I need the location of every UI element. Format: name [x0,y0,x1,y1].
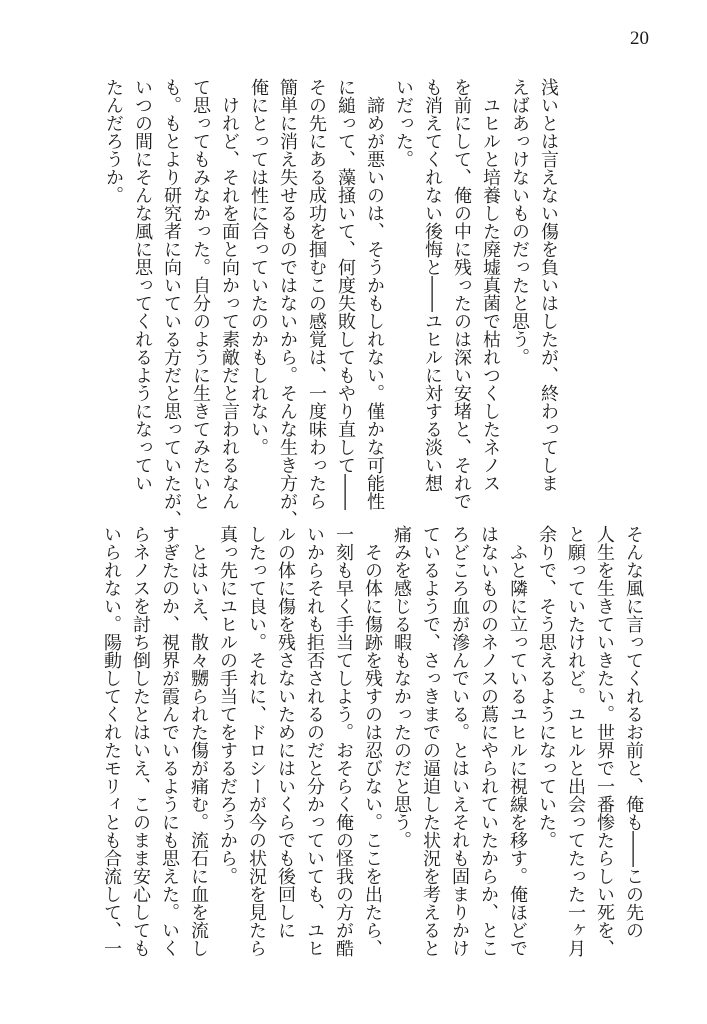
text-line: いつの間にそんな風に思ってくれるようになってい [132,78,153,492]
text-line: ろどころ血が滲んでいる。とはいえそれも固まりかけ [449,525,470,957]
text-line: て思ってもみなかった。自分のように生きてみたいと [190,78,211,510]
text-line: も消えてくれない後悔と――ユヒルに対する淡い想 [422,78,443,492]
text-line: 諦めが悪いのは、そうかもしれない。僅かな可能性 [364,78,385,510]
text-line: たんだろうか。 [103,78,124,204]
text-line: と願っていたけれど。ユヒルと出会ってたった一ヶ月 [565,525,586,957]
text-line: いからそれも拒否されるのだと分かっていても、ユヒ [304,525,325,957]
text-line: とはいえ、散々嬲られた傷が痛む。流石に血を流し [188,525,209,957]
text-line: 簡単に消え失せるものではないから。そんな生き方が、 [277,78,298,528]
text-line: 浅いとは言えない傷を負いはしたが、終わってしま [538,78,559,492]
text-line: けれど、それを面と向かって素敵だと言われるなん [219,78,240,510]
text-line: ふと隣に立っているユヒルに視線を移す。俺ほどで [507,525,528,957]
text-line: その先にある成功を掴むこの感覚は、一度味わったら [306,78,327,510]
text-block-bottom [97,525,648,957]
text-line: その体に傷跡を残すのは忍びない。ここを出たら、 [362,525,383,957]
text-line: 余りで、そう思えるようになっていた。 [536,525,557,849]
text-line: したって良い。それに、ドロシーが今の状況を見たら [246,525,267,957]
text-line: いだった。 [393,78,414,168]
text-line: を前にして、俺の中に残ったのは深い安堵と、それで [451,78,472,510]
text-line: ているようで、さっきまでの逼迫した状況を考えると [420,525,441,957]
text-line: 人生を生きていきたい。世界で一番惨たらしい死を、 [594,525,615,957]
text-line: すぎたのか、視界が霞んでいるようにも思えた。いく [159,525,180,957]
text-line: そんな風に言ってくれるお前と、俺も――この先の [623,525,644,939]
text-line: 一刻も早く手当てしよう。おそらく俺の怪我の方が酷 [333,525,354,957]
text-line: ルの体に傷を残さないためにはいくらでも後回しに [275,525,296,939]
text-line: らネノスを討ち倒したとはいえ、このまま安心しても [130,525,151,957]
text-line: はないもののネノスの蔦にやられていたからか、とこ [478,525,499,957]
text-block-top [99,78,563,528]
text-line: も。もとより研究者に向いている方だと思っていたが、 [161,78,182,528]
text-line: 俺にとっては性に合っていたのかもしれない。 [248,78,269,456]
page-number: 20 [630,28,649,49]
text-line: 痛みを感じる暇もなかったのだと思う。 [391,525,412,849]
text-line: 真っ先にユヒルの手当てをするだろうから。 [217,525,238,885]
text-line: ユヒルと培養した廃墟真菌で枯れつくしたネノス [480,78,501,492]
text-line: えばあっけないものだったと思う。 [509,78,530,366]
text-line: いられない。陽動してくれたモリィとも合流して、一 [101,525,122,957]
text-line: に縋って、藻掻いて、何度失敗してもやり直して―― [335,78,356,510]
